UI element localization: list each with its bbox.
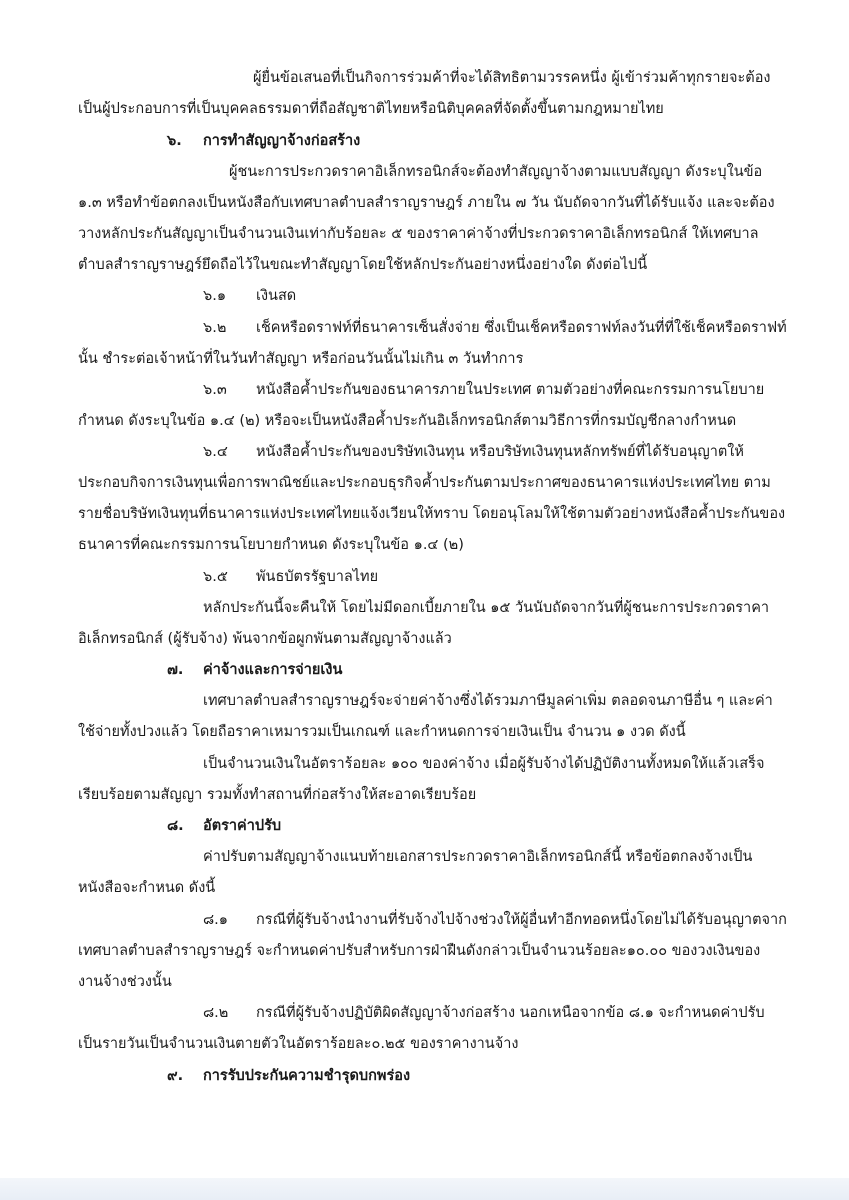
paragraph-line: ผู้ยื่นข้อเสนอที่เป็นกิจการร่วมค้าที่จะได้สิทธิตามวรรคหนึ่ง ผู้เข้าร่วมค้าทุกรายจะต้อง: [253, 70, 771, 86]
paragraph-line: อิเล็กทรอนิกส์ (ผู้รับจ้าง) พ้นจากข้อผูกพันตามสัญญาจ้างแล้ว: [78, 631, 452, 647]
paragraph-line: เทศบาลตำบลสำราญราษฎร์ จะกำหนดค่าปรับสำหรับการฝ่าฝืนดังกล่าวเป็นจำนวนร้อยละ๑๐.๐๐ ของวงเงินของ: [78, 943, 761, 959]
paragraph-line: วางหลักประกันสัญญาเป็นจำนวนเงินเท่ากับร้อยละ ๕ ของราคาค่าจ้างที่ประกวดราคาอิเล็กทรอนิกส์ ให้เทศบาล: [78, 226, 759, 242]
section-number: ๖.: [167, 133, 182, 149]
item-text: กรณีที่ผู้รับจ้างปฏิบัติผิดสัญญาจ้างก่อสร้าง นอกเหนือจากข้อ ๘.๑ จะกำหนดค่าปรับ: [256, 1005, 765, 1021]
item-number: ๖.๑: [203, 288, 227, 304]
paragraph-line: หนังสือจะกำหนด ดังนี้: [78, 880, 216, 896]
paragraph-line: หลักประกันนี้จะคืนให้ โดยไม่มีดอกเบี้ยภายใน ๑๕ วันนับถัดจากวันที่ผู้ชนะการประกวดราคา: [203, 600, 770, 616]
paragraph-line: เป็นจำนวนเงินในอัตราร้อยละ ๑๐๐ ของค่าจ้าง เมื่อผู้รับจ้างได้ปฏิบัติงานทั้งหมดให้แล้วเสร็จ: [203, 756, 765, 772]
paragraph-line: เป็นรายวันเป็นจำนวนเงินตายตัวในอัตราร้อยละ๐.๒๕ ของราคางานจ้าง: [78, 1036, 519, 1052]
paragraph-line: เรียบร้อยตามสัญญา รวมทั้งทำสถานที่ก่อสร้างให้สะอาดเรียบร้อย: [78, 787, 477, 803]
section-heading: การทำสัญญาจ้างก่อสร้าง: [203, 133, 361, 149]
paragraph-line: งานจ้างช่วงนั้น: [78, 974, 172, 990]
item-text: หนังสือค้ำประกันของบริษัทเงินทุน หรือบริษัทเงินทุนหลักทรัพย์ที่ได้รับอนุญาตให้: [256, 444, 744, 460]
paragraph-line: เป็นผู้ประกอบการที่เป็นบุคคลธรรมดาที่ถือสัญชาติไทยหรือนิติบุคคลที่จัดตั้งขึ้นตามกฎหมายไทย: [78, 101, 664, 117]
item-number: ๖.๒: [203, 320, 227, 336]
paragraph-line: เทศบาลตำบลสำราญราษฎร์จะจ่ายค่าจ้างซึ่งได้รวมภาษีมูลค่าเพิ่ม ตลอดจนภาษีอื่น ๆ และค่า: [203, 693, 773, 709]
paragraph-line: ผู้ชนะการประกวดราคาอิเล็กทรอนิกส์จะต้องทำสัญญาจ้างตามแบบสัญญา ดังระบุในข้อ: [229, 164, 763, 180]
paragraph-line: ประกอบกิจการเงินทุนเพื่อการพาณิชย์และประกอบธุรกิจค้ำประกันตามประกาศของธนาคารแห่งประเทศไทย ตาม: [78, 475, 771, 491]
item-number: ๖.๔: [203, 444, 228, 460]
paragraph-line: นั้น ชำระต่อเจ้าหน้าที่ในวันทำสัญญา หรือก่อนวันนั้นไม่เกิน ๓ วันทำการ: [78, 351, 524, 367]
item-text: หนังสือค้ำประกันของธนาคารภายในประเทศ ตามตัวอย่างที่คณะกรรมการนโยบาย: [256, 382, 765, 398]
paragraph-line: ธนาคารที่คณะกรรมการนโยบายกำหนด ดังระบุในข้อ ๑.๔ (๒): [78, 537, 464, 553]
section-number: ๘.: [167, 818, 184, 834]
item-number: ๘.๑: [203, 912, 228, 928]
item-text: เช็คหรือดราฟท์ที่ธนาคารเซ็นสั่งจ่าย ซึ่งเป็นเช็คหรือดราฟท์ลงวันที่ที่ใช้เช็คหรือดราฟท์: [256, 320, 787, 336]
item-number: ๘.๒: [203, 1005, 229, 1021]
section-number: ๙.: [167, 1068, 184, 1084]
paragraph-line: รายชื่อบริษัทเงินทุนที่ธนาคารแห่งประเทศไทยแจ้งเวียนให้ทราบ โดยอนุโลมให้ใช้ตามตัวอย่างหนังสือค้ำประกันของ: [78, 506, 786, 522]
section-heading: อัตราค่าปรับ: [203, 818, 282, 834]
paragraph-line: ๑.๓ หรือทำข้อตกลงเป็นหนังสือกับเทศบาลตำบลสำราญราษฎร์ ภายใน ๗ วัน นับถัดจากวันที่ได้รับแจ้ง และจะต้อง: [78, 195, 775, 211]
paragraph-line: ตำบลสำราญราษฎร์ยึดถือไว้ในขณะทำสัญญาโดยใช้หลักประกันอย่างหนึ่งอย่างใด ดังต่อไปนี้: [78, 257, 648, 273]
section-heading: ค่าจ้างและการจ่ายเงิน: [203, 662, 343, 678]
item-number: ๖.๕: [203, 569, 228, 585]
paragraph-line: ค่าปรับตามสัญญาจ้างแนบท้ายเอกสารประกวดราคาอิเล็กทรอนิกส์นี้ หรือข้อตกลงจ้างเป็น: [203, 849, 753, 865]
item-text: กรณีที่ผู้รับจ้างนำงานที่รับจ้างไปจ้างช่วงให้ผู้อื่นทำอีกทอดหนึ่งโดยไม่ได้รับอนุญาตจาก: [256, 912, 787, 928]
paragraph-line: ใช้จ่ายทั้งปวงแล้ว โดยถือราคาเหมารวมเป็นเกณฑ์ และกำหนดการจ่ายเงินเป็น จำนวน ๑ งวด ดังนี้: [78, 724, 686, 740]
item-number: ๖.๓: [203, 382, 227, 398]
section-heading: การรับประกันความชำรุดบกพร่อง: [203, 1068, 411, 1084]
paragraph-line: กำหนด ดังระบุในข้อ ๑.๔ (๒) หรือจะเป็นหนังสือค้ำประกันอิเล็กทรอนิกส์ตามวิธีการที่กรมบัญชีกลางกำหนด: [78, 413, 737, 429]
section-number: ๗.: [167, 662, 184, 678]
scan-edge-strip: [0, 1178, 849, 1200]
item-text: พันธบัตรรัฐบาลไทย: [256, 569, 379, 585]
item-text: เงินสด: [256, 288, 297, 304]
